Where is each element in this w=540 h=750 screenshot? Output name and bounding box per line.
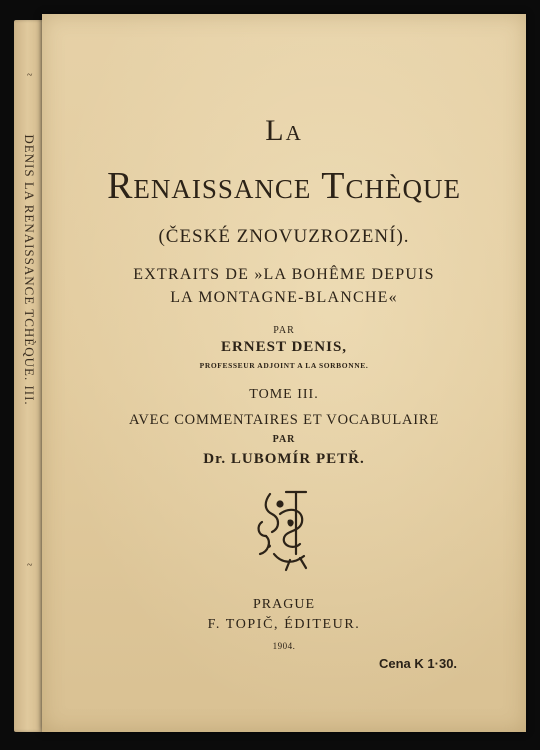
- volume-label: TOME III.: [249, 387, 319, 402]
- publication-year: 1904.: [272, 641, 296, 651]
- spine-title: DENIS LA RENAISSANCE TCHÈQUE. III.: [22, 134, 37, 406]
- publisher-name: F. TOPIČ, ÉDITEUR.: [207, 617, 361, 632]
- subtitle-czech: (ČESKÉ ZNOVUZROZENÍ).: [158, 226, 410, 247]
- author-name: ERNEST DENIS,: [220, 339, 348, 355]
- author-title: PROFESSEUR ADJOINT A LA SORBONNE.: [199, 361, 369, 370]
- par-label-2: PAR: [272, 434, 296, 445]
- editor-name: Dr. LUBOMÍR PETŘ.: [203, 451, 365, 467]
- extract-line-2: LA MONTAGNE-BLANCHE«: [170, 289, 398, 306]
- extract-line-1: EXTRAITS DE »LA BOHÊME DEPUIS: [133, 266, 435, 283]
- title-article: La: [265, 114, 303, 147]
- spine-ornament-top-icon: ~: [27, 70, 33, 81]
- front-cover: [42, 14, 526, 732]
- commentary-line: AVEC COMMENTAIRES ET VOCABULAIRE: [128, 412, 440, 428]
- publication-city: PRAGUE: [252, 597, 315, 612]
- spine-ornament-bottom-icon: ~: [27, 560, 33, 571]
- title-main: Renaissance Tchèque: [107, 165, 461, 207]
- price-label: Cena K 1·30.: [379, 656, 458, 671]
- par-label-1: PAR: [273, 325, 295, 336]
- publisher-emblem-icon: [250, 484, 320, 574]
